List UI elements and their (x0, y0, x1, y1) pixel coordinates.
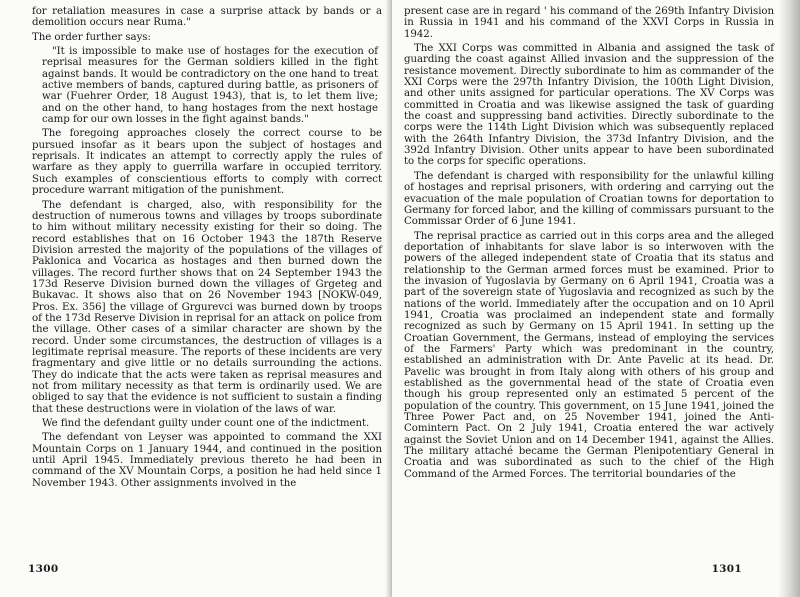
paragraph-continuation: for retaliation measures in case a surprise attack by bands or a demolition occurs near Ruma." (32, 6, 382, 29)
right-page (392, 0, 800, 597)
paragraph-foregoing: The foregoing approaches closely the correct course to be pursued insofar as it bears upon the subject of hostages and reprisals. It indicates an attempt to correctly apply the rules of warfare as they apply to guerrilla warfare in occupied territory. Such examples of conscientious efforts to comply with correct procedure warrant mitigation of the punishment. (32, 128, 382, 197)
page-number-right: 1301 (711, 563, 742, 575)
left-page (0, 0, 392, 597)
paragraph-croatia: The reprisal practice as carried out in this corps area and the alleged deportation of inhabitants for slave labor is so interwoven with the powers of the alleged independent state of Croatia that its status and relationship to the German armed forces must be examined. Prior to the invasion of Yugoslavia by Germany on 6 April 1941, Croatia was a part of the sovereign state of Yugoslavia and recognized as such by the nations of the world. Immediately after the occupation and on 10 April 1941, Croatia was proclaimed an independent state and formally recognized as such by Germany on 15 April 1941. In setting up the Croatian Government, the Germans, instead of employing the services of the Farmers' Party which was predominant in the country, established an administration with Dr. Ante Pavelic at its head. Dr. Pavelic was brought in from Italy along with others of his group and established as the governmental head of the state of Croatia even though his group represented only an estimated 5 percent of the population of the country. This government, on 15 June 1941, joined the Three Power Pact and, on 25 November 1941, joined the Anti-Comintern Pact. On 2 July 1941, Croatia entered the war actively against the Soviet Union and on 14 December 1941, against the Allies. The military attaché became the German Plenipotentiary General in Croatia and was subordinated as such to the chief of the High Command of the Armed Forces. The territorial boundaries of the (404, 230, 774, 480)
paragraph-finding: We find the defendant guilty under count one of the indictment. (42, 418, 370, 430)
paragraph-von-leyser: The defendant von Leyser was appointed to command the XXI Mountain Corps on 1 January 1944, and continued in the position until April 1945. Immediately previous thereto he had been in command of the XV Mountain Corps, a position he had held since 1 November 1943. Other assignments involved in the (32, 432, 382, 489)
paragraph-charges: The defendant is charged with responsibility for the unlawful killing of hostages and reprisal prisoners, with ordering and carrying out the evacuation of the male population of Croatian towns for deportation to Germany for forced labor, and the killing of commissars pursuant to the Commissar Order of 6 June 1941. (404, 170, 774, 228)
paragraph-xxi-corps: The XXI Corps was committed in Albania and assigned the task of guarding the coast against Allied invasion and the suppression of the resistance movement. Directly subordinate to him as commander of the XXI Corps were the 297th Infantry Division, the 100th Light Division, and other units assigned for particular operations. The XV Corps was committed in Croatia and was likewise assigned the task of guarding the coast and suppressing band activities. Directly subordinate to the corps were the 114th Light Division which was subsequently replaced with the 264th Infantry Division, the 373d Infantry Division, and the 392d Infantry Division. Other units appear to have been subordinated to the corps for specific operations. (404, 43, 774, 168)
paragraph-destruction: The defendant is charged, also, with responsibility for the destruction of numerous towns and villages by troops subordinate to him without military necessity existing for their so doing. The record establishes that on 16 October 1943 the 187th Reserve Division arrested the majority of the populations of the villages of Paklonica and Vocarica as hostages and then burned down the villages. The record further shows that on 24 September 1943 the 173d Reserve Division burned down the villages of Grgeteg and Bukavac. It shows also that on 26 November 1943 [NOKW-049, Pros. Ex. 356] the village of Grgurevci was burned down by troops of the 173d Reserve Division in reprisal for an attack on police from the village. Other cases of a similar character are shown by the record. Under some circumstances, the destruction of villages is a legitimate reprisal measure. The reports of these incidents are very fragmentary and give little or no details surrounding the actions. They do indicate that the acts were taken as reprisal measures and not from military necessity as that term is ordinarily used. We are obliged to say that the evidence is not sufficient to sustain a finding that these destructions were in violation of the laws of war. (32, 199, 382, 415)
page-number-left: 1300 (28, 563, 59, 575)
paragraph-quote: "It is impossible to make use of hostages for the execution of reprisal measures for the German soldiers killed in the fight against bands. It would be contradictory on the one hand to treat active members of bands, captured during battle, as prisoners of war (Fuehrer Order, 18 August 1943), that is, to let them live; and on the other hand, to hang hostages from the next hostage camp for our own losses in the fight against bands." (42, 46, 378, 126)
paragraph-order-intro: The order further says: (32, 31, 151, 43)
paragraph-continuation: present case are in regard ' his command of the 269th Infantry Division in Russia in 1941 and his command of the XXVI Corps in Russia in 1942. (404, 6, 774, 40)
page-edge-shadow (778, 0, 800, 597)
